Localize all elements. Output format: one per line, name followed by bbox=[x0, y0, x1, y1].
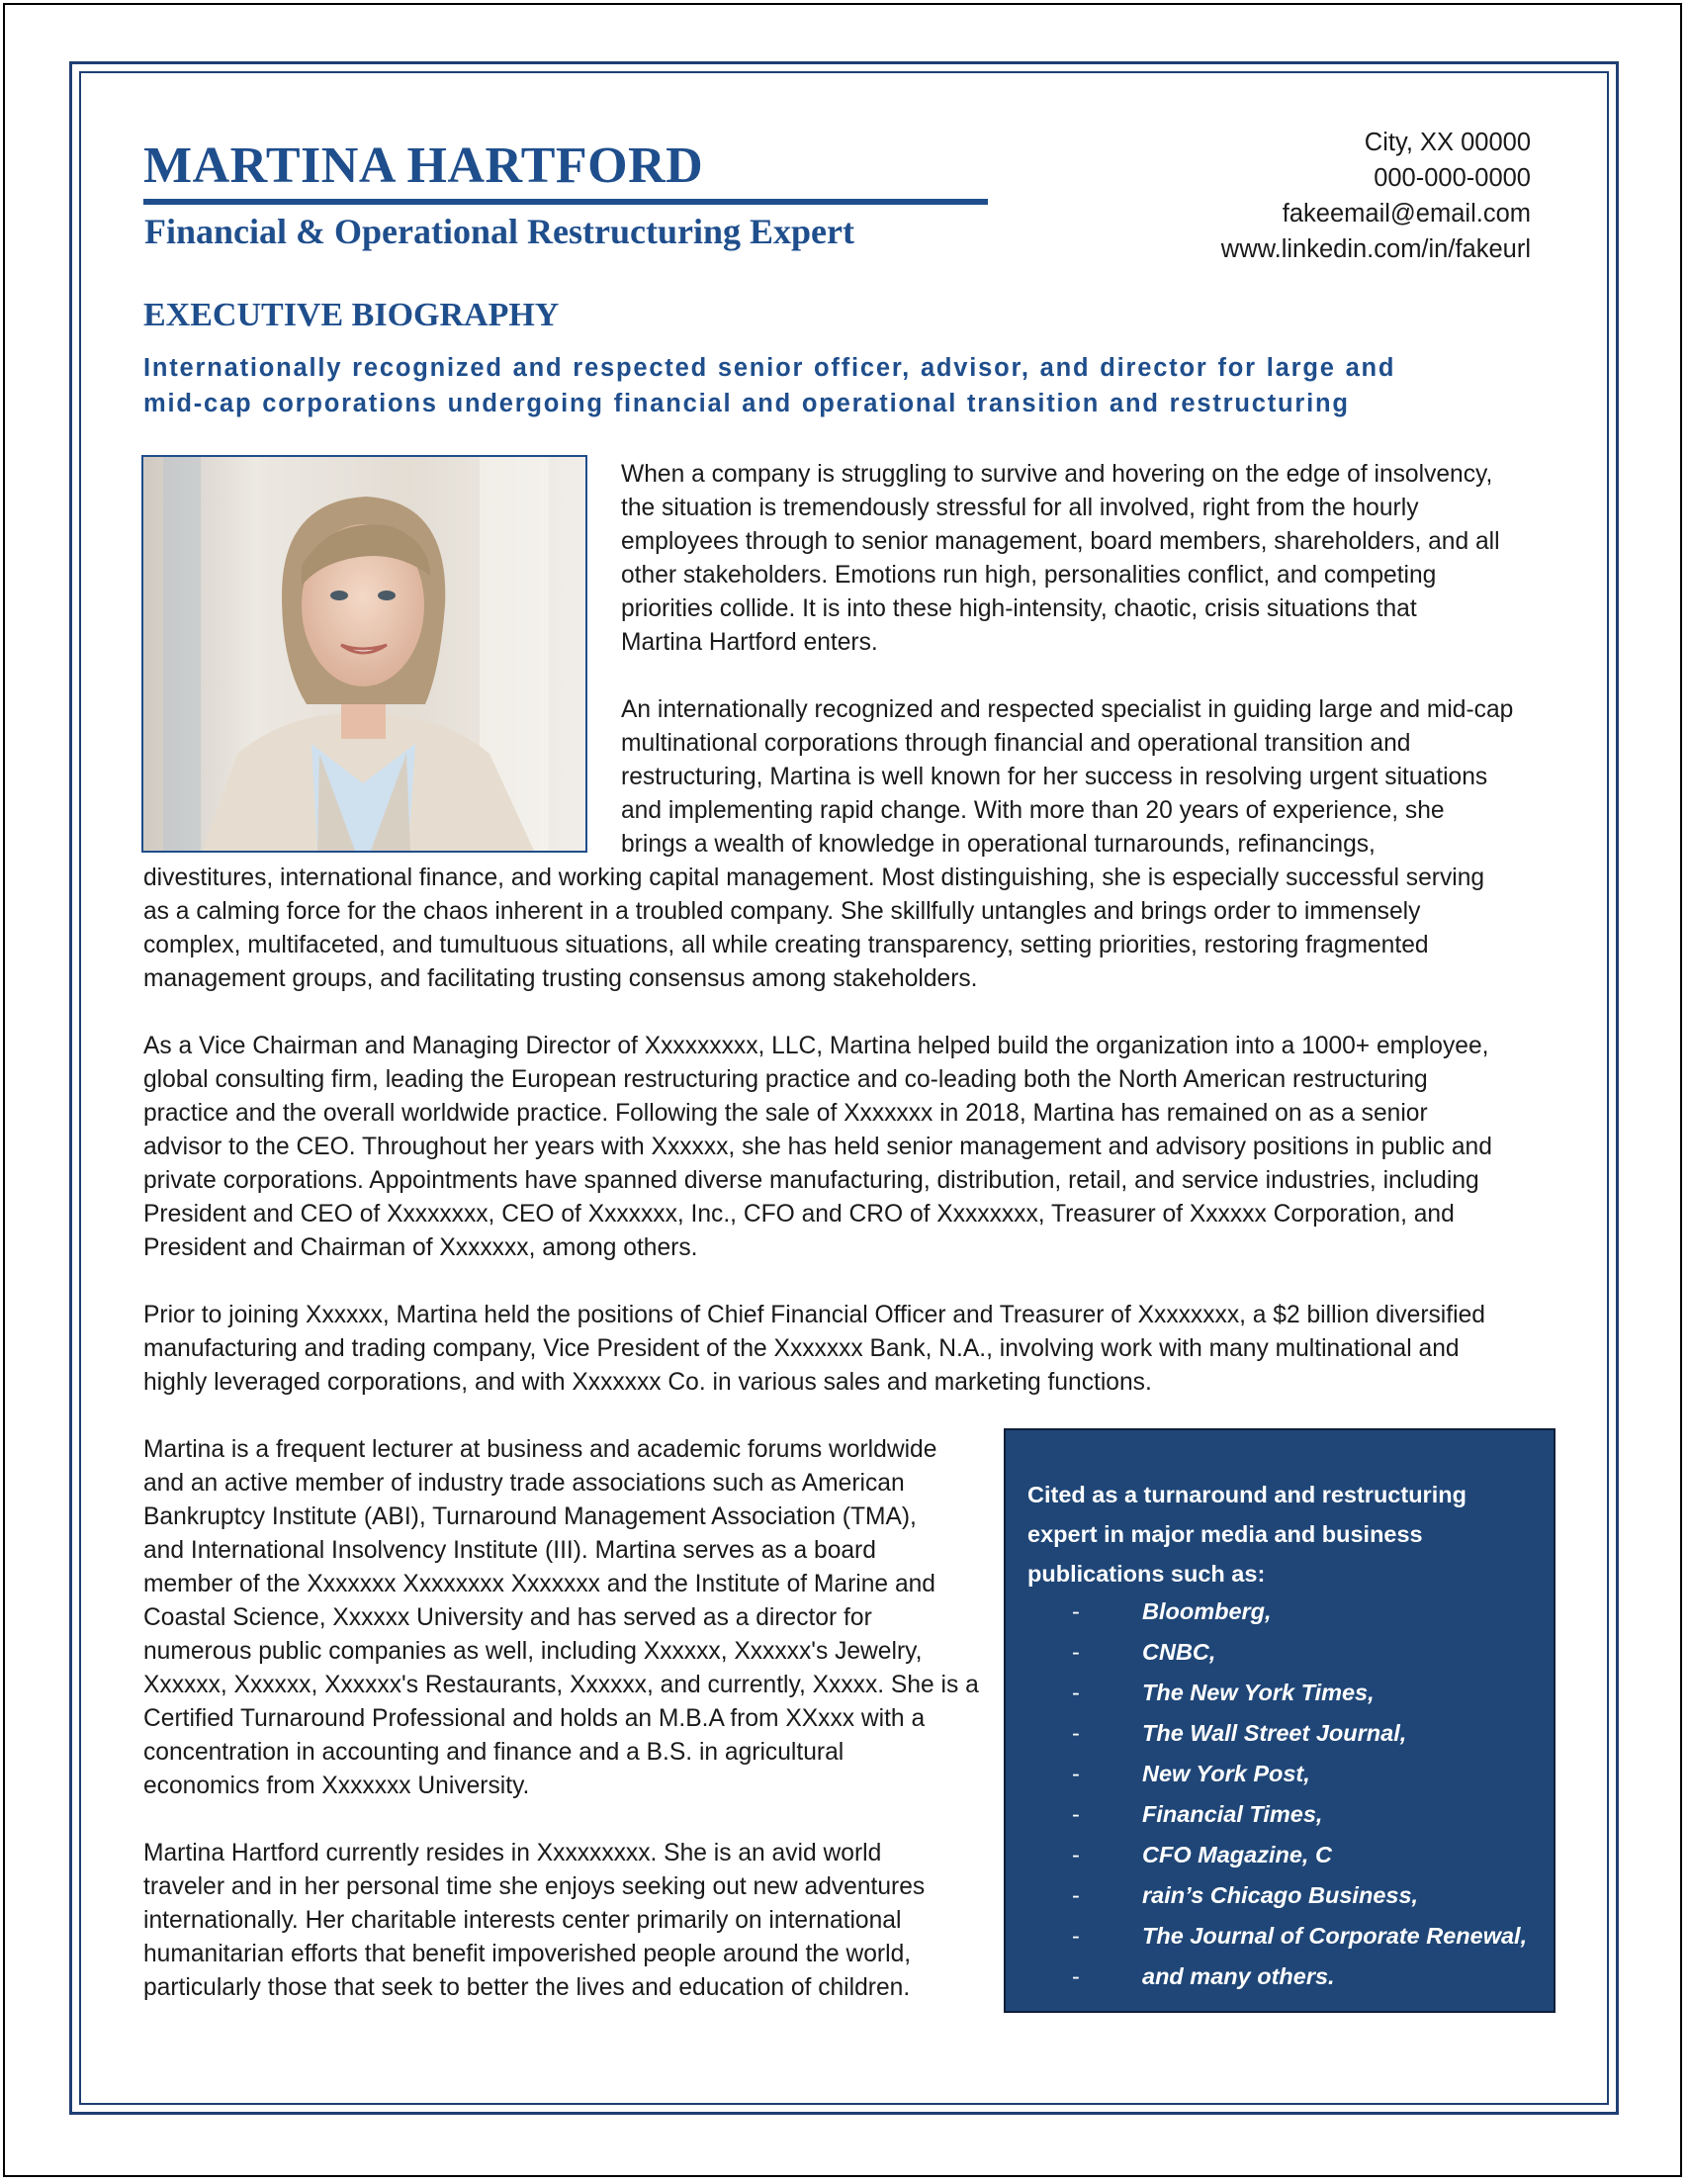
bio-paragraph-6 bbox=[143, 1837, 925, 2005]
text-line: numerous public companies as well, including Xxxxxx, Xxxxxx's Jewelry, bbox=[143, 1638, 923, 1665]
text-line: Coastal Science, Xxxxxx University and has served as a director for bbox=[143, 1604, 872, 1631]
media-citations-box bbox=[1004, 1428, 1556, 2013]
text-line: economics from Xxxxxxx University. bbox=[143, 1773, 530, 1799]
media-outlet: The Wall Street Journal, bbox=[1142, 1720, 1407, 1746]
contact-phone: 000-000-0000 bbox=[1374, 164, 1531, 192]
media-outlet: CNBC, bbox=[1142, 1639, 1216, 1665]
dash-bullet: - bbox=[1072, 1923, 1080, 1949]
bio-paragraph-2-right bbox=[621, 693, 1513, 862]
bio-paragraph-4 bbox=[143, 1299, 1485, 1400]
text-line: employees through to senior management, board members, shareholders, and all bbox=[621, 528, 1500, 555]
text-line: and International Insolvency Institute (III). Martina serves as a board bbox=[143, 1537, 876, 1564]
text-line: particularly those that seek to better the lives and education of children. bbox=[143, 1974, 911, 2001]
media-intro-line: Cited as a turnaround and restructuring bbox=[1027, 1482, 1467, 1507]
text-line: other stakeholders. Emotions run high, personalities conflict, and competing bbox=[621, 562, 1437, 589]
text-line: Prior to joining Xxxxxx, Martina held the positions of Chief Financial Officer and Treasurer of Xxxxxxxx, a $2 billion diversified bbox=[143, 1302, 1485, 1328]
bio-paragraph-1 bbox=[621, 458, 1500, 660]
dash-bullet: - bbox=[1072, 1761, 1080, 1786]
dash-bullet: - bbox=[1072, 1680, 1080, 1705]
text-line: concentration in accounting and finance and a B.S. in agricultural bbox=[143, 1739, 844, 1766]
text-line: humanitarian efforts that benefit impoverished people around the world, bbox=[143, 1941, 912, 1967]
media-intro-line: expert in major media and business bbox=[1027, 1521, 1423, 1547]
dash-bullet: - bbox=[1072, 1882, 1080, 1908]
dash-bullet: - bbox=[1072, 1720, 1080, 1746]
text-line: global consulting firm, leading the European restructuring practice and co-leading both the North American restructuring bbox=[143, 1066, 1428, 1093]
text-line: private corporations. Appointments have spanned diverse manufacturing, distribution, retail, and service industries, including bbox=[143, 1167, 1479, 1194]
text-line: complex, multifaceted, and tumultuous situations, all while creating transparency, setting priorities, restoring fragmented bbox=[143, 932, 1429, 958]
text-line: and an active member of industry trade associations such as American bbox=[143, 1470, 905, 1497]
text-line: brings a wealth of knowledge in operational turnarounds, refinancings, bbox=[621, 831, 1376, 858]
media-outlet: New York Post, bbox=[1142, 1761, 1310, 1786]
text-line: traveler and in her personal time she enjoys seeking out new adventures bbox=[143, 1873, 926, 1900]
media-intro-line: publications such as: bbox=[1027, 1561, 1266, 1587]
dash-bullet: - bbox=[1072, 1801, 1080, 1827]
tagline-line: mid-cap corporations undergoing financial and operational transition and restructuring bbox=[143, 390, 1350, 417]
text-line: practice and the overall worldwide practice. Following the sale of Xxxxxxx in 2018, Martina has remained on as a senior bbox=[143, 1100, 1428, 1127]
contact-linkedin[interactable]: www.linkedin.com/in/fakeurl bbox=[1220, 235, 1531, 263]
tagline bbox=[143, 350, 1548, 421]
text-line: Martina is a frequent lecturer at business and academic forums worldwide bbox=[143, 1436, 937, 1463]
person-name: MARTINA HARTFORD bbox=[143, 137, 704, 194]
text-line: manufacturing and trading company, Vice President of the Xxxxxxx Bank, N.A., involving work with many multinational and bbox=[143, 1335, 1460, 1362]
tagline-line: Internationally recognized and respected senior officer, advisor, and director for large and bbox=[143, 354, 1396, 382]
text-line: management groups, and facilitating trusting consensus among stakeholders. bbox=[143, 965, 978, 992]
text-line: priorities collide. It is into these high-intensity, chaotic, crisis situations that bbox=[621, 595, 1417, 622]
dash-bullet: - bbox=[1072, 1598, 1080, 1624]
headshot-photo bbox=[141, 455, 587, 853]
text-line: Martina Hartford enters. bbox=[621, 629, 878, 656]
text-line: as a calming force for the chaos inherent in a troubled company. She skillfully untangles and brings order to immensely bbox=[143, 898, 1421, 925]
professional-title: Financial & Operational Restructuring Expert bbox=[144, 212, 854, 251]
media-intro bbox=[1027, 1475, 1542, 1593]
dash-bullet: - bbox=[1072, 1963, 1080, 1989]
section-title: EXECUTIVE BIOGRAPHY bbox=[143, 297, 560, 333]
text-line: internationally. Her charitable interests center primarily on international bbox=[143, 1907, 902, 1934]
media-outlet: and many others. bbox=[1142, 1963, 1335, 1989]
media-outlet: Financial Times, bbox=[1142, 1801, 1323, 1827]
text-line: and implementing rapid change. With more than 20 years of experience, she bbox=[621, 797, 1445, 824]
text-line: An internationally recognized and respected specialist in guiding large and mid-cap bbox=[621, 696, 1514, 723]
media-outlet: The New York Times, bbox=[1142, 1680, 1375, 1705]
dash-bullet: - bbox=[1072, 1842, 1080, 1867]
contact-city: City, XX 00000 bbox=[1364, 129, 1531, 156]
text-line: multinational corporations through financial and operational transition and bbox=[621, 730, 1411, 757]
media-outlet: rain’s Chicago Business, bbox=[1142, 1882, 1419, 1908]
text-line: the situation is tremendously stressful for all involved, right from the hourly bbox=[621, 495, 1419, 521]
text-line: advisor to the CEO. Throughout her years with Xxxxxx, she has held senior management and advisory positions in public and bbox=[143, 1134, 1492, 1160]
bio-paragraph-5 bbox=[143, 1433, 979, 1803]
text-line: As a Vice Chairman and Managing Director of Xxxxxxxxx, LLC, Martina helped build the organization into a 1000+ employee, bbox=[143, 1033, 1489, 1059]
bio-paragraph-3 bbox=[143, 1030, 1492, 1265]
text-line: Xxxxxx, Xxxxxx, Xxxxxx's Restaurants, Xxxxxx, and currently, Xxxxx. She is a bbox=[143, 1672, 979, 1698]
text-line: When a company is struggling to survive and hovering on the edge of insolvency, bbox=[621, 461, 1493, 488]
text-line: President and Chairman of Xxxxxxx, among others. bbox=[143, 1234, 698, 1261]
contact-info bbox=[1221, 125, 1531, 267]
text-line: Bankruptcy Institute (ABI), Turnaround Management Association (TMA), bbox=[143, 1503, 917, 1530]
dash-bullet: - bbox=[1072, 1639, 1080, 1665]
text-line: President and CEO of Xxxxxxxx, CEO of Xxxxxxx, Inc., CFO and CRO of Xxxxxxxx, Treasurer of Xxxxxx Corporation, and bbox=[143, 1201, 1455, 1228]
media-outlet: CFO Magazine, C bbox=[1142, 1842, 1332, 1867]
contact-email[interactable]: fakeemail@email.com bbox=[1282, 200, 1531, 228]
media-outlet: Bloomberg, bbox=[1142, 1598, 1272, 1624]
text-line: member of the Xxxxxxx Xxxxxxxx Xxxxxxx and the Institute of Marine and bbox=[143, 1571, 935, 1597]
portrait-illustration bbox=[143, 457, 585, 851]
text-line: Certified Turnaround Professional and holds an M.B.A from XXxxx with a bbox=[143, 1705, 926, 1732]
text-line: divestitures, international finance, and working capital management. Most distinguishing, she is especially successful serving bbox=[143, 864, 1485, 891]
bio-paragraph-2-full bbox=[143, 862, 1484, 996]
text-line: highly leveraged corporations, and with Xxxxxxx Co. in various sales and marketing functions. bbox=[143, 1369, 1152, 1396]
text-line: Martina Hartford currently resides in Xxxxxxxxx. She is an avid world bbox=[143, 1840, 882, 1866]
name-underline bbox=[143, 199, 988, 205]
media-outlet: The Journal of Corporate Renewal, bbox=[1142, 1923, 1528, 1949]
text-line: restructuring, Martina is well known for her success in resolving urgent situations bbox=[621, 764, 1488, 790]
